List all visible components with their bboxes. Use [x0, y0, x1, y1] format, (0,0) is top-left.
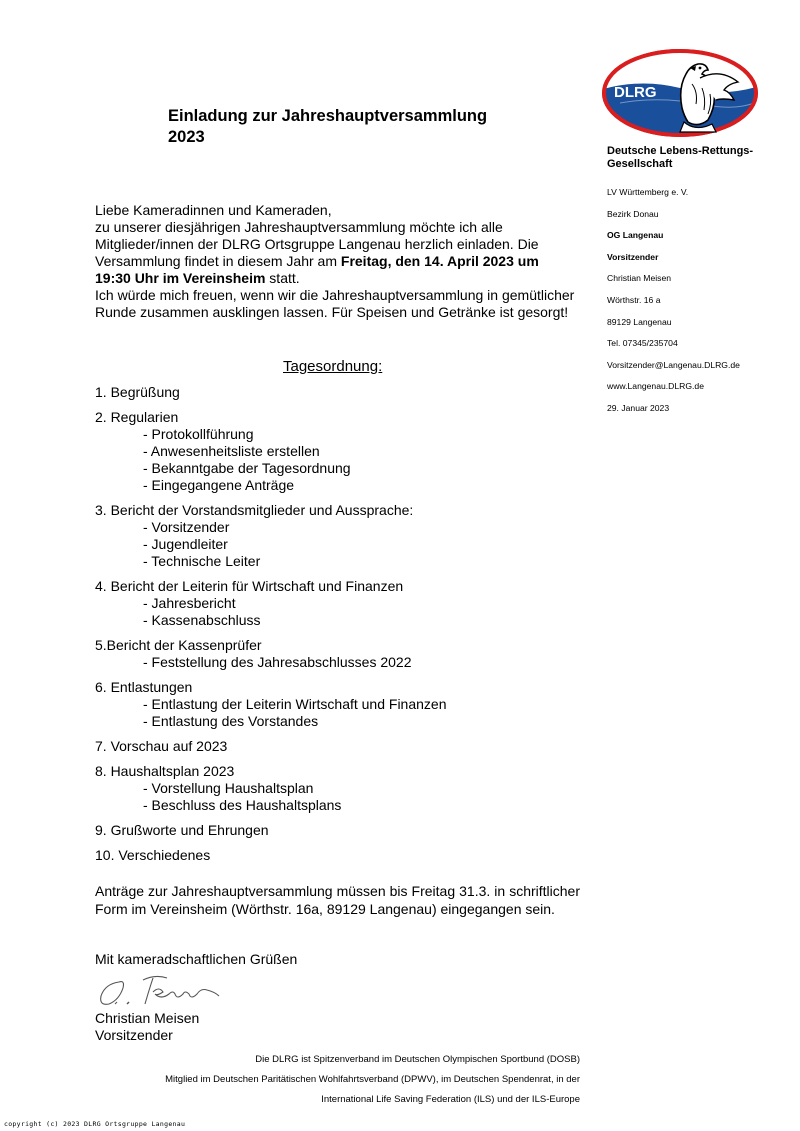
organization-name-line1: Deutsche Lebens-Rettungs-	[607, 145, 754, 157]
contact-line: Bezirk Donau	[607, 208, 659, 219]
agenda-subitem: - Technische Leiter	[143, 553, 261, 569]
contact-line: OG Langenau	[607, 230, 664, 241]
signer-name: Christian Meisen	[95, 1010, 200, 1026]
logo-text: DLRG	[614, 84, 657, 101]
agenda-item-title: 3. Bericht der Vorstandsmitglieder und Aussprache:	[95, 502, 414, 518]
salutation: Liebe Kameradinnen und Kameraden,	[95, 202, 332, 218]
agenda-item-title: 8. Haushaltsplan 2023	[95, 763, 235, 779]
dlrg-logo	[600, 48, 760, 138]
sender-contact-block	[607, 187, 797, 425]
agenda-item-title: 10. Verschiedenes	[95, 847, 211, 863]
contact-line: Christian Meisen	[607, 273, 671, 284]
contact-line: Wörthstr. 16 a	[607, 294, 661, 305]
contact-line: Vorsitzender@Langenau.DLRG.de	[607, 359, 740, 370]
agenda-item	[95, 763, 595, 814]
agenda-subitem: - Bekanntgabe der Tagesordnung	[143, 460, 351, 476]
contact-line: www.Langenau.DLRG.de	[607, 381, 704, 392]
agenda-item-title: 2. Regularien	[95, 409, 179, 425]
copyright-notice: copyright (c) 2023 DLRG Ortsgruppe Langenau	[4, 1120, 186, 1128]
agenda-list	[95, 384, 595, 872]
agenda-item-title: 9. Grußworte und Ehrungen	[95, 822, 269, 838]
agenda-item-title: 7. Vorschau auf 2023	[95, 738, 228, 754]
agenda-item-title: 6. Entlastungen	[95, 679, 193, 695]
agenda-item	[95, 822, 595, 839]
agenda-item	[95, 578, 595, 629]
organization-name	[607, 145, 787, 171]
agenda-subitem: - Feststellung des Jahresabschlusses 2022	[143, 654, 412, 670]
agenda-item-title: 1. Begrüßung	[95, 384, 180, 400]
footer-line: International Life Saving Federation (ILS) und der ILS-Europe	[321, 1094, 580, 1105]
letter-intro	[95, 202, 575, 321]
contact-line: LV Württemberg e. V.	[607, 187, 689, 197]
signer-block	[95, 1010, 199, 1044]
agenda-subitem: - Eingegangene Anträge	[143, 477, 295, 493]
agenda-item	[95, 738, 595, 755]
closing-remarks-paragraph: Ich würde mich freuen, wenn wir die Jahreshauptversammlung in gemütlicher Runde zusammen ausklingen lassen. Für Speisen und Getränke ist gesorgt!	[95, 287, 575, 320]
agenda-item	[95, 847, 595, 864]
agenda-item	[95, 409, 595, 494]
agenda-item	[95, 384, 595, 401]
meeting-date-time-place: Freitag, den 14. April 2023 um 19:30 Uhr im Vereinsheim	[95, 253, 539, 286]
invitation-paragraph	[95, 219, 575, 287]
agenda-item-title: 4. Bericht der Leiterin für Wirtschaft und Finanzen	[95, 578, 404, 594]
agenda-subitem: - Entlastung der Leiterin Wirtschaft und Finanzen	[143, 696, 447, 712]
document-title	[168, 106, 588, 148]
agenda-subitem: - Vorsitzender	[143, 519, 230, 535]
contact-line: Tel. 07345/235704	[607, 338, 678, 349]
footer	[90, 1050, 580, 1110]
contact-line: 89129 Langenau	[607, 316, 672, 327]
agenda-subitem: - Anwesenheitsliste erstellen	[143, 443, 320, 459]
handwritten-signature	[97, 970, 222, 1012]
agenda-subitem: - Vorstellung Haushaltsplan	[143, 780, 314, 796]
agenda-subitem: - Kassenabschluss	[143, 612, 261, 628]
contact-line: 29. Januar 2023	[607, 402, 670, 413]
invitation-text-end: statt.	[265, 270, 300, 286]
footer-line: Die DLRG ist Spitzenverband im Deutschen Olympischen Sportbund (DOSB)	[255, 1054, 580, 1065]
agenda-subitem: - Jugendleiter	[143, 536, 228, 552]
title-line2: 2023	[168, 128, 205, 146]
agenda-subitem: - Beschluss des Haushaltsplans	[143, 797, 342, 813]
organization-name-line2: Gesellschaft	[607, 158, 673, 170]
agenda-item	[95, 502, 595, 570]
title-line1: Einladung zur Jahreshauptversammlung	[168, 107, 488, 125]
agenda-subitem: - Protokollführung	[143, 426, 254, 442]
agenda-subitem: - Entlastung des Vorstandes	[143, 713, 319, 729]
invitation-text: zu unserer diesjährigen Jahreshauptversammlung möchte ich alle Mitglieder/innen der DLRG Ortsgruppe Langenau herzlich einladen. Die Versammlung findet in diesem Jahr am	[95, 219, 539, 269]
agenda-item-title: 5.Bericht der Kassenprüfer	[95, 637, 262, 653]
agenda-subitem: - Jahresbericht	[143, 595, 236, 611]
motions-deadline-paragraph: Anträge zur Jahreshauptversammlung müssen bis Freitag 31.3. in schriftlicher Form im Vereinsheim (Wörthstr. 16a, 89129 Langenau) eingegangen sein.	[95, 883, 580, 917]
agenda-item	[95, 637, 595, 671]
agenda-item	[95, 679, 595, 730]
regards-line: Mit kameradschaftlichen Grüßen	[95, 951, 298, 967]
contact-line: Vorsitzender	[607, 251, 659, 262]
signer-role: Vorsitzender	[95, 1027, 173, 1043]
footer-line: Mitglied im Deutschen Paritätischen Wohlfahrtsverband (DPWV), im Deutschen Spendenrat, in der	[165, 1074, 580, 1085]
agenda-heading: Tagesordnung:	[283, 358, 383, 375]
